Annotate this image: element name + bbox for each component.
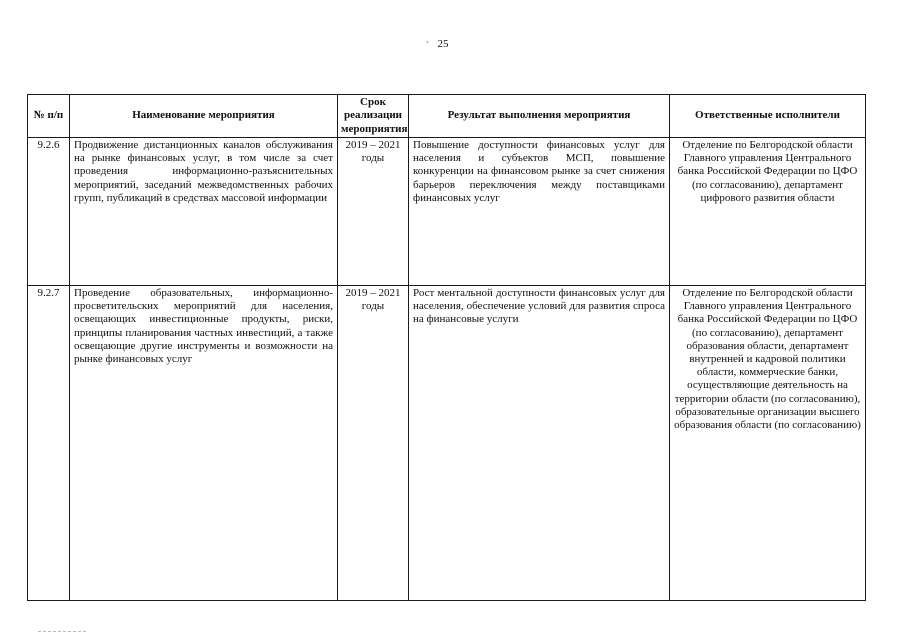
- row-result: Повышение доступности финансовых услуг для населения и субъектов МСП, повышение конкуренции на финансовом рынке за счет снижения барьеров переключения между поставщиками финансовых услуг: [409, 138, 670, 286]
- row-measure-name: Продвижение дистанционных каналов обслуживания на рынке финансовых услуг, в том числе за счет проведения информационно-разъяснительных мероприятий, заседаний межведомственных рабочих групп, публикаций в средствах массовой информации: [70, 138, 338, 286]
- header-responsible: Ответственные исполнители: [670, 95, 866, 138]
- row-number: 9.2.6: [28, 138, 70, 286]
- scan-artifact-line: [38, 631, 86, 633]
- header-name: Наименование мероприятия: [70, 95, 338, 138]
- row-measure-name: Проведение образовательных, информационно-просветительских мероприятий для населения, освещающих инвестиционные продукты, риски, принципы планирования частных инвестиций, а также освещающие другие инструменты и возможности на рынке финансовых услуг: [70, 286, 338, 601]
- header-term: Срок реализации мероприятия: [338, 95, 409, 138]
- row-responsible: Отделение по Белгородской области Главного управления Центрального банка Российской Федерации по ЦФО (по согласованию), департамент образования области, департамент внутренней и кадровой политики области, коммерческие банки, осуществляющие деятельность на территории области (по согласованию), образовательные организации высшего образования области (по согласованию): [670, 286, 866, 601]
- row-result: Рост ментальной доступности финансовых услуг для населения, обеспечение условий для развития спроса на финансовые услуги: [409, 286, 670, 601]
- table-row: [28, 286, 866, 601]
- row-term: 2019 – 2021 годы: [338, 286, 409, 601]
- measures-table: [27, 94, 866, 601]
- row-responsible: Отделение по Белгородской области Главного управления Центрального банка Российской Федерации по ЦФО (по согласованию), департамент цифрового развития области: [670, 138, 866, 286]
- table-row: [28, 138, 866, 286]
- table-header-row: [28, 95, 866, 138]
- row-number: 9.2.7: [28, 286, 70, 601]
- page-number: 25: [437, 38, 449, 50]
- header-num: № п/п: [28, 95, 70, 138]
- scan-speck: `: [426, 40, 429, 50]
- header-result: Результат выполнения мероприятия: [409, 95, 670, 138]
- row-term: 2019 – 2021 годы: [338, 138, 409, 286]
